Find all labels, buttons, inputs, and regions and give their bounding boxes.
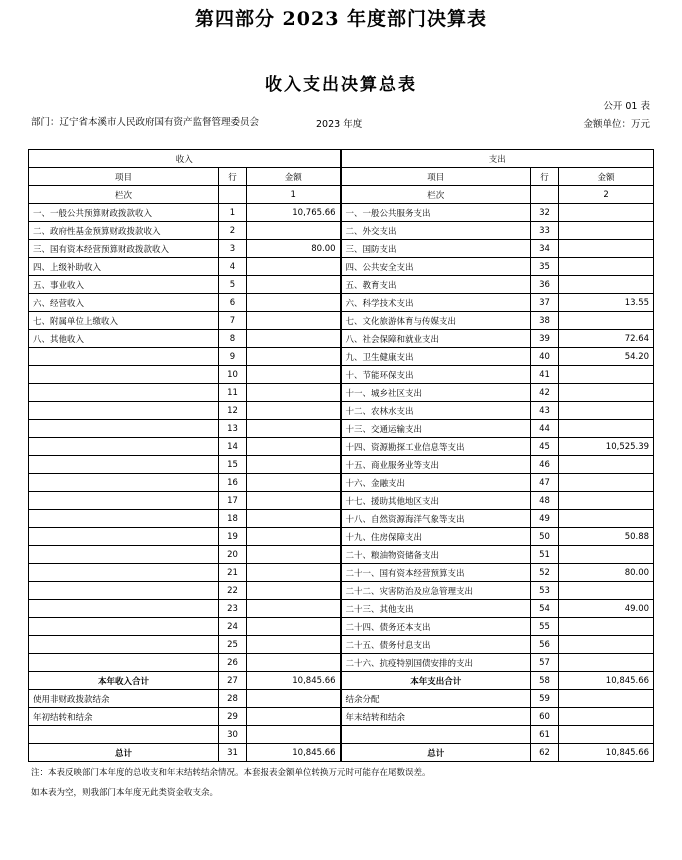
income-item	[29, 492, 219, 510]
table-row	[29, 564, 654, 582]
expense-column-label: 栏次	[341, 186, 531, 204]
expense-item: 五、教育支出	[341, 276, 531, 294]
income-line: 7	[219, 312, 247, 330]
income-amount	[247, 618, 341, 636]
expense-line-header: 行	[531, 168, 559, 186]
table-row	[29, 240, 654, 258]
expense-line: 43	[531, 402, 559, 420]
income-amount	[247, 654, 341, 672]
income-line: 3	[219, 240, 247, 258]
income-line: 18	[219, 510, 247, 528]
income-amount	[247, 222, 341, 240]
table-row	[29, 546, 654, 564]
expense-amount: 54.20	[559, 348, 654, 366]
expense-item: 二十三、其他支出	[341, 600, 531, 618]
income-item	[29, 438, 219, 456]
income-line: 16	[219, 474, 247, 492]
income-line: 8	[219, 330, 247, 348]
table-row	[29, 492, 654, 510]
income-line: 15	[219, 456, 247, 474]
income-line: 1	[219, 204, 247, 222]
table-row	[29, 366, 654, 384]
income-line: 26	[219, 654, 247, 672]
department-label: 部门：辽宁省本溪市人民政府国有资产监督管理委员会	[31, 117, 260, 128]
expense-item	[341, 726, 531, 744]
income-amount	[247, 546, 341, 564]
table-row	[29, 276, 654, 294]
expense-line: 50	[531, 528, 559, 546]
table-row	[29, 348, 654, 366]
income-amount	[247, 492, 341, 510]
expense-line: 44	[531, 420, 559, 438]
expense-item: 二十四、债务还本支出	[341, 618, 531, 636]
income-line: 9	[219, 348, 247, 366]
expense-item: 二十五、债务付息支出	[341, 636, 531, 654]
empty-cell	[219, 186, 247, 204]
grand-total-left-amount: 10,845.66	[247, 744, 341, 762]
table-row	[29, 582, 654, 600]
income-amount	[247, 348, 341, 366]
expense-column-index: 2	[559, 186, 654, 204]
income-line-header: 行	[219, 168, 247, 186]
income-item: 六、经营收入	[29, 294, 219, 312]
income-amount	[247, 276, 341, 294]
expense-amount	[559, 618, 654, 636]
expense-line: 38	[531, 312, 559, 330]
expense-amount: 10,525.39	[559, 438, 654, 456]
income-amount	[247, 726, 341, 744]
table-row	[29, 258, 654, 276]
expense-line: 60	[531, 708, 559, 726]
income-amount-header: 金额	[247, 168, 341, 186]
income-item: 八、其他收入	[29, 330, 219, 348]
income-amount	[247, 402, 341, 420]
income-column-label: 栏次	[29, 186, 219, 204]
expense-amount	[559, 240, 654, 258]
income-item: 年初结转和结余	[29, 708, 219, 726]
income-item: 三、国有资本经营预算财政拨款收入	[29, 240, 219, 258]
column-index-row	[29, 186, 654, 204]
income-line: 11	[219, 384, 247, 402]
income-total-label: 本年收入合计	[29, 672, 219, 690]
expense-line: 55	[531, 618, 559, 636]
income-line: 30	[219, 726, 247, 744]
income-amount	[247, 582, 341, 600]
income-amount	[247, 438, 341, 456]
expense-item: 十三、交通运输支出	[341, 420, 531, 438]
expense-item: 三、国防支出	[341, 240, 531, 258]
income-total-line: 27	[219, 672, 247, 690]
footnote-1: 注：本表反映部门本年度的总收支和年末结转结余情况。本套报表金额单位转换万元时可能存在尾数误差。	[31, 768, 431, 778]
expense-item: 十七、援助其他地区支出	[341, 492, 531, 510]
expense-amount	[559, 510, 654, 528]
income-line: 5	[219, 276, 247, 294]
expense-line: 35	[531, 258, 559, 276]
expense-line: 42	[531, 384, 559, 402]
table-tail	[29, 690, 654, 744]
expense-amount	[559, 636, 654, 654]
income-line: 13	[219, 420, 247, 438]
grand-total-right-label: 总计	[341, 744, 531, 762]
table-row	[29, 636, 654, 654]
expense-amount: 72.64	[559, 330, 654, 348]
expense-item: 年末结转和结余	[341, 708, 531, 726]
expense-item: 二、外交支出	[341, 222, 531, 240]
empty-cell	[531, 186, 559, 204]
table-row	[29, 384, 654, 402]
expense-item: 七、文化旅游体育与传媒支出	[341, 312, 531, 330]
expense-item: 十六、金融支出	[341, 474, 531, 492]
expense-line: 41	[531, 366, 559, 384]
income-item	[29, 636, 219, 654]
expense-total-amount: 10,845.66	[559, 672, 654, 690]
expense-amount: 50.88	[559, 528, 654, 546]
income-item	[29, 618, 219, 636]
expense-item: 结余分配	[341, 690, 531, 708]
income-section-header: 收入	[29, 150, 341, 168]
expense-amount	[559, 366, 654, 384]
expense-line: 33	[531, 222, 559, 240]
table-row	[29, 618, 654, 636]
expense-item: 九、卫生健康支出	[341, 348, 531, 366]
expense-amount	[559, 726, 654, 744]
table-row	[29, 708, 654, 726]
income-amount	[247, 366, 341, 384]
income-line: 21	[219, 564, 247, 582]
expense-line: 52	[531, 564, 559, 582]
table-row	[29, 294, 654, 312]
table-row	[29, 330, 654, 348]
income-amount	[247, 510, 341, 528]
section-header-row	[29, 150, 654, 168]
expense-item: 十九、住房保障支出	[341, 528, 531, 546]
income-amount	[247, 528, 341, 546]
expense-item: 四、公共安全支出	[341, 258, 531, 276]
income-amount	[247, 384, 341, 402]
expense-line: 34	[531, 240, 559, 258]
expense-amount: 49.00	[559, 600, 654, 618]
expense-line: 37	[531, 294, 559, 312]
income-line: 29	[219, 708, 247, 726]
expense-amount: 80.00	[559, 564, 654, 582]
expense-item-header: 项目	[341, 168, 531, 186]
table-row	[29, 456, 654, 474]
expense-line: 53	[531, 582, 559, 600]
income-item	[29, 726, 219, 744]
expense-item: 十一、城乡社区支出	[341, 384, 531, 402]
income-amount: 80.00	[247, 240, 341, 258]
expense-line: 61	[531, 726, 559, 744]
table-row	[29, 690, 654, 708]
expense-amount	[559, 312, 654, 330]
expense-line: 57	[531, 654, 559, 672]
expense-amount: 13.55	[559, 294, 654, 312]
expense-line: 47	[531, 474, 559, 492]
income-amount	[247, 312, 341, 330]
income-amount	[247, 690, 341, 708]
income-item: 五、事业收入	[29, 276, 219, 294]
expense-amount	[559, 456, 654, 474]
income-amount	[247, 636, 341, 654]
income-item-header: 项目	[29, 168, 219, 186]
income-line: 20	[219, 546, 247, 564]
table-row	[29, 438, 654, 456]
grand-total-right-amount: 10,845.66	[559, 744, 654, 762]
income-line: 10	[219, 366, 247, 384]
income-line: 6	[219, 294, 247, 312]
income-item: 一、一般公共预算财政拨款收入	[29, 204, 219, 222]
table-body	[29, 204, 654, 672]
grand-total-left-line: 31	[219, 744, 247, 762]
expense-item: 二十六、抗疫特别国债安排的支出	[341, 654, 531, 672]
income-amount	[247, 330, 341, 348]
income-column-index: 1	[247, 186, 341, 204]
expense-line: 51	[531, 546, 559, 564]
table-row	[29, 510, 654, 528]
expense-amount	[559, 654, 654, 672]
income-line: 28	[219, 690, 247, 708]
expense-amount	[559, 582, 654, 600]
expense-line: 40	[531, 348, 559, 366]
income-item	[29, 600, 219, 618]
expense-item: 二十、粮油物资储备支出	[341, 546, 531, 564]
expense-item: 十、节能环保支出	[341, 366, 531, 384]
income-line: 12	[219, 402, 247, 420]
expense-item: 十四、资源勘探工业信息等支出	[341, 438, 531, 456]
grand-total-right-line: 62	[531, 744, 559, 762]
expense-item: 八、社会保障和就业支出	[341, 330, 531, 348]
expense-item: 十二、农林水支出	[341, 402, 531, 420]
income-item: 二、政府性基金预算财政拨款收入	[29, 222, 219, 240]
column-header-row	[29, 168, 654, 186]
expense-item: 二十二、灾害防治及应急管理支出	[341, 582, 531, 600]
table-grand-total	[29, 744, 654, 762]
income-amount	[247, 708, 341, 726]
table-row	[29, 420, 654, 438]
income-line: 23	[219, 600, 247, 618]
income-amount	[247, 456, 341, 474]
income-item	[29, 582, 219, 600]
table-row	[29, 654, 654, 672]
expense-item: 十五、商业服务业等支出	[341, 456, 531, 474]
income-item: 七、附属单位上缴收入	[29, 312, 219, 330]
table-row	[29, 528, 654, 546]
income-amount	[247, 600, 341, 618]
table-row	[29, 402, 654, 420]
income-item	[29, 654, 219, 672]
income-line: 22	[219, 582, 247, 600]
income-item: 使用非财政拨款结余	[29, 690, 219, 708]
expense-item: 一、一般公共服务支出	[341, 204, 531, 222]
expense-amount	[559, 258, 654, 276]
expense-amount	[559, 420, 654, 438]
page-title: 收入支出决算总表	[265, 75, 417, 95]
income-item	[29, 474, 219, 492]
table-row	[29, 204, 654, 222]
income-item	[29, 546, 219, 564]
part-title: 第四部分 2023 年度部门决算表	[194, 8, 488, 30]
expense-amount	[559, 402, 654, 420]
expense-amount	[559, 546, 654, 564]
income-line: 19	[219, 528, 247, 546]
income-line: 14	[219, 438, 247, 456]
table-row	[29, 474, 654, 492]
income-item	[29, 402, 219, 420]
income-item	[29, 348, 219, 366]
expense-line: 39	[531, 330, 559, 348]
expense-amount	[559, 708, 654, 726]
income-amount	[247, 258, 341, 276]
income-line: 2	[219, 222, 247, 240]
expense-item: 二十一、国有资本经营预算支出	[341, 564, 531, 582]
expense-item: 六、科学技术支出	[341, 294, 531, 312]
expense-amount	[559, 384, 654, 402]
table-row	[29, 312, 654, 330]
table-code: 公开 01 表	[603, 101, 650, 112]
expense-amount	[559, 690, 654, 708]
income-line: 4	[219, 258, 247, 276]
expense-line: 32	[531, 204, 559, 222]
expense-amount	[559, 222, 654, 240]
income-item	[29, 564, 219, 582]
table-totals	[29, 672, 654, 690]
income-amount	[247, 474, 341, 492]
income-item	[29, 528, 219, 546]
income-line: 24	[219, 618, 247, 636]
income-amount	[247, 420, 341, 438]
income-item	[29, 510, 219, 528]
income-item	[29, 420, 219, 438]
annual-total-row	[29, 672, 654, 690]
grand-total-row	[29, 744, 654, 762]
grand-total-left-label: 总计	[29, 744, 219, 762]
expense-amount	[559, 492, 654, 510]
table-row	[29, 726, 654, 744]
expense-line: 59	[531, 690, 559, 708]
income-item: 四、上级补助收入	[29, 258, 219, 276]
year-label: 2023 年度	[316, 119, 363, 130]
expense-line: 46	[531, 456, 559, 474]
income-item	[29, 384, 219, 402]
table-row	[29, 222, 654, 240]
summary-table	[28, 149, 654, 762]
income-line: 25	[219, 636, 247, 654]
expense-amount	[559, 474, 654, 492]
expense-line: 54	[531, 600, 559, 618]
expense-total-label: 本年支出合计	[341, 672, 531, 690]
income-item	[29, 456, 219, 474]
income-total-amount: 10,845.66	[247, 672, 341, 690]
expense-line: 56	[531, 636, 559, 654]
unit-label: 金额单位：万元	[583, 119, 650, 130]
expense-line: 48	[531, 492, 559, 510]
income-amount	[247, 294, 341, 312]
expense-amount	[559, 276, 654, 294]
expense-section-header: 支出	[341, 150, 654, 168]
expense-item: 十八、自然资源海洋气象等支出	[341, 510, 531, 528]
expense-amount-header: 金额	[559, 168, 654, 186]
expense-total-line: 58	[531, 672, 559, 690]
income-line: 17	[219, 492, 247, 510]
expense-amount	[559, 204, 654, 222]
income-amount: 10,765.66	[247, 204, 341, 222]
expense-line: 49	[531, 510, 559, 528]
expense-line: 45	[531, 438, 559, 456]
income-item	[29, 366, 219, 384]
table-row	[29, 600, 654, 618]
footnote-2: 如本表为空，则我部门本年度无此类资金收支余。	[31, 788, 219, 798]
income-amount	[247, 564, 341, 582]
expense-line: 36	[531, 276, 559, 294]
